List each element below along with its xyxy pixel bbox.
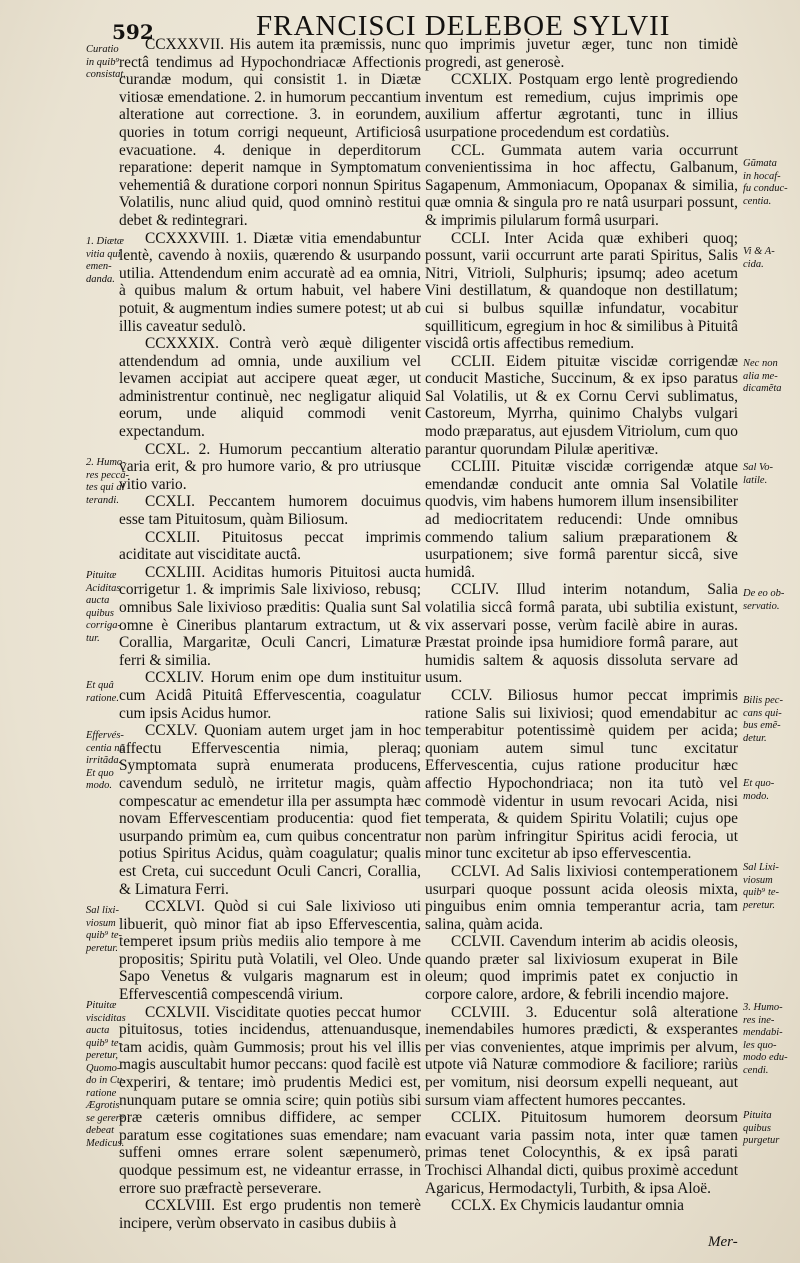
- margin-note: 1. Diætæ vitia qui emen- danda.: [86, 236, 124, 285]
- paragraph: CCLX. Ex Chymicis laudantur omnia: [451, 1197, 684, 1215]
- margin-note: Et quâ ratione.: [86, 680, 119, 704]
- paragraph: CCXLIV. Horum enim ope dum instituitur cum Acidâ Pituitâ Effervescentia, coagulatur cum ipsis Acidus humor.: [119, 669, 421, 722]
- margin-note: Nec non alia me- dicamẽta: [743, 358, 782, 394]
- running-head: FRANCISCI DELEBOE SYLVII: [256, 10, 671, 42]
- paragraph: CCLIV. Illud interim notandum, Salia volatilia siccâ formâ parata, ubi subtilia existunt, vix asservari posse, verùm facilè abire in auras. Præstat proinde ipsa humidiore formâ parare, aut humidis saltem & aquosis dissoluta servare ad usum.: [425, 581, 738, 687]
- paragraph: CCLV. Biliosus humor peccat imprimis ratione Salis sui lixiviosi; quod emendabitur ac temperabitur potentissimè quidem per acida; quoniam autem simul tunc excitatur Effervescentia, cujus ratione producitur hæc affectio Hypochondriaca; non ita tutò vel commodè videntur in usum revocari Acida, nisi temperata, & quidem Spiritu Volatili; cujus ope non parùm infringitur Spiritus acidi ferocia, ut minor tunc excitetur ab ipso effervescentia.: [425, 686, 738, 863]
- margin-note: Curatio in quib⁹ consistat.: [86, 44, 126, 80]
- margin-note: De eo ob- servatio.: [743, 588, 785, 612]
- paragraph: CCLI. Inter Acida quæ exhiberi quoq; possunt, varii occurrunt arte parati Spiritus, Salis Nitri, Vitrioli, Sulphuris; ipsumq; adeo acetum Vini destillatum, & quandoque non destillatum; cui si bulbus squillæ infundatur, vocabitur squilliticum, egregium in hoc & similibus à Pituitâ viscidâ ortis affectibus remedium.: [425, 229, 738, 353]
- paragraph: CCLVI. Ad Salis lixiviosi contemperationem usurpari quoque possunt acida oleosis mixta, pinguibus enim omnia temperantur acria, tam salina, quàm acida.: [425, 862, 738, 933]
- paragraph: CCXXXVIII. 1. Diætæ vitia emendabuntur lentè, cavendo à noxiis, quærendo & usurpando utilia. Attendendum enim accuratè ad ea omnia, à quibus malum & ortum habuit, vel habere potuit, & augmentum indies sumere potest; ut ab illis caveatur sedulò.: [119, 229, 421, 335]
- paragraph: CCXLI. Peccantem humorem docuimus esse tam Pituitosum, quàm Biliosum.: [119, 493, 421, 529]
- paragraph: CCXLVI. Quòd si cui Sale lixivioso uti libuerit, quò minor fiat ab ipso Effervescentia, temperet ipsum priùs mediis alio tempore à me propositis; Spiritu putà Volatili, vel Oleo. Unde Sapo Venetus & vulgaris magnarum est in Effervescentiâ compescendâ virium.: [119, 898, 421, 1004]
- paragraph: CCL. Gummata autem varia occurrunt convenientissima in hoc affectu, Galbanum, Sagapenum, Ammoniacum, Opopanax & similia, quæ omnia & singula pro re natâ usurpari possunt, & imprimis pilularum formâ usurpari.: [425, 141, 738, 229]
- catchword: Mer-: [708, 1234, 738, 1250]
- paragraph: CCLIX. Pituitosum humorem deorsum evacuant varia passim nota, inter quæ tamen primas tenet Colocynthis, & ex ipsâ parati Trochisci Alhandal dicti, quibus proximè accedunt Agaricus, Hermodactyli, Turbith, & ipsa Aloë.: [425, 1109, 738, 1197]
- margin-note: Effervés- centia nõ irritãda. Et quo modo.: [86, 730, 125, 791]
- paragraph: CCXLIX. Postquam ergo lentè progrediendo inventum est remedium, cujus imprimis ope auxilium affertur ægrotanti, tunc in illius usurpatione procedendum est cordatiùs.: [425, 71, 738, 141]
- left-column: [119, 36, 421, 1232]
- paragraph: CCXLVII. Visciditate quoties peccat humor pituitosus, toties incidendus, attenuandusque, tam acidis, quàm Gummosis; prout his vel illis magis auscultabit humor peccans: quod facilè est experiri, & tentare; imò prudentis Medici est, nunquam putare se omnia scire; quin potiùs sibi præ cæteris omnibus diffidere, ac semper paratum esse cogitationes suas emendare; nam suffeni omnes errare solent sæpenumerò, quodque pessimum est, ne videantur errasse, in errore suo præfractè perseverare.: [119, 1003, 421, 1197]
- paragraph: CCXL. 2. Humorum peccantium alteratio varia erit, & pro humore vario, & pro utriusque vitio vario.: [119, 440, 421, 493]
- paragraph: CCXXXVII. His autem ita præmissis, nunc rectâ tendimus ad Hypochondriacæ Affectionis curandæ modum, qui consistit 1. in Diætæ vitiosæ emendatione. 2. in humorum peccantium alteratione aut correctione. 3. in eorundem, quories in totum corrigi nequeunt, Artificiosâ evacuatione. 4. denique in deperditorum reparatione: deperit namque in Symptomatum vehementiâ & duratione corpori nonnun Spiritus Volatilis, nunc aliud quid, quod omninò restitui debet & redintegrari.: [119, 36, 421, 229]
- paragraph: CCLIII. Pituitæ viscidæ corrigendæ atque emendandæ conducit ante omnia Sal Volatile quodvis, vim habens humorem illum insensibiliter ad mediocritatem reducendi: Unde omnibus commendo talium salium præparationem & usurpationem; sive formâ parentur siccâ, sive humidâ.: [425, 458, 738, 581]
- margin-note: Sal Vo- latile.: [743, 462, 774, 486]
- margin-note: Sal lixi- viosum quib⁹ te- peretur.: [86, 905, 123, 954]
- paragraph: CCXLII. Pituitosus peccat imprimis aciditate aut visciditate auctâ.: [119, 528, 421, 564]
- paragraph: CCLVIII. 3. Educentur solâ alteratione inemendabiles humores prædicti, & exsperantes per vias convenientes, atque imprimis per alvum, utpote viâ Naturæ commodiore & faciliore; rariùs per vomitum, nisi deorsum expelli nequeant, aut sursum viam affectent humores peccantes.: [425, 1003, 738, 1109]
- margin-note: 2. Humo- res peccã- tes qui al terandi.: [86, 457, 130, 506]
- margin-note: Vi & A- cida.: [743, 246, 775, 270]
- margin-note: Et quo- modo.: [743, 778, 775, 802]
- margin-note: Pituita quibus purgetur: [743, 1110, 780, 1146]
- right-column: [425, 36, 738, 1215]
- paragraph: CCLVII. Cavendum interim ab acidis oleosis, quando præter sal lixiviosum exuperat in Bile oleum; quod imprimis patet ex conjuctio in corpore calore, ardore, & febrili incendio majore.: [425, 933, 738, 1004]
- page-number: 592: [112, 20, 154, 44]
- margin-note: 3. Humo- res ine- mendabi- les quo- modo edu- cendi.: [743, 1002, 788, 1076]
- margin-note: Pituitæ Aciditas aucta quibus corriga- tur.: [86, 570, 121, 644]
- margin-note: Pituitæ visciditas aucta quib⁹ te- peretur, Quomo- do in Cu- ratione Ægrotis se gerere debeat Medicus.: [86, 1000, 126, 1149]
- paragraph: CCLII. Eidem pituitæ viscidæ corrigendæ conducit Mastiche, Succinum, & ex ipso paratus Sal Volatilis, ut & ex Cornu Cervi sublimatus, Castoreum, Myrrha, quinimo Chalybs vulgari modo præparatus, aut ejusdem Vitriolum, cum quo parantur quorundam Pilulæ aperitivæ.: [425, 352, 738, 458]
- paragraph: CCXLVIII. Est ergo prudentis non temerè incipere, verùm observato in casibus dubiis à: [119, 1197, 421, 1232]
- paragraph: CCXLV. Quoniam autem urget jam in hoc affectu Effervescentia nimia, pleraq; Symptomata suprà enumerata producens, cavendum sedulò, ne irritetur magis, quàm compescatur ac emendetur illa per assumpta hæc novam Effervescentiam producentia: quod fiet usurpando primùm ea, cum quibus concentratur potius Spiritus Acidus, quàm coagulatur; qualis est Creta, cui succedunt Oculi Cancri, Corallia, & Limatura Ferri.: [119, 722, 421, 898]
- margin-note: Sal Lixi- viosum quib⁹ te- peretur.: [743, 862, 780, 911]
- paragraph: CCXLIII. Aciditas humoris Pituitosi aucta corrigetur 1. & imprimis Sale lixivioso, rebusq; omnibus Sale lixivioso præditis: Qualia sunt Sal omne è Cineribus plantarum extractum, ut & Corallia, Margaritæ, Oculi Cancri, Limaturæ ferri & similia.: [119, 563, 421, 669]
- paragraph: quo imprimis juvetur æger, tunc non timidè progredi, ast generosè.: [425, 36, 738, 71]
- margin-note: Bilis pec- cans qui- bus emẽ- detur.: [743, 695, 783, 744]
- paragraph: CCXXXIX. Contrà verò æquè diligenter attendendum ad omnia, unde auxilium vel levamen accipiat aut accipere queat æger, ut administrentur continuè, nec negligatur aliquid eorum, unde aliquid commodi venit expectandum.: [119, 335, 421, 441]
- margin-note: Gũmata in hocaf- fu conduc- centia.: [743, 158, 788, 207]
